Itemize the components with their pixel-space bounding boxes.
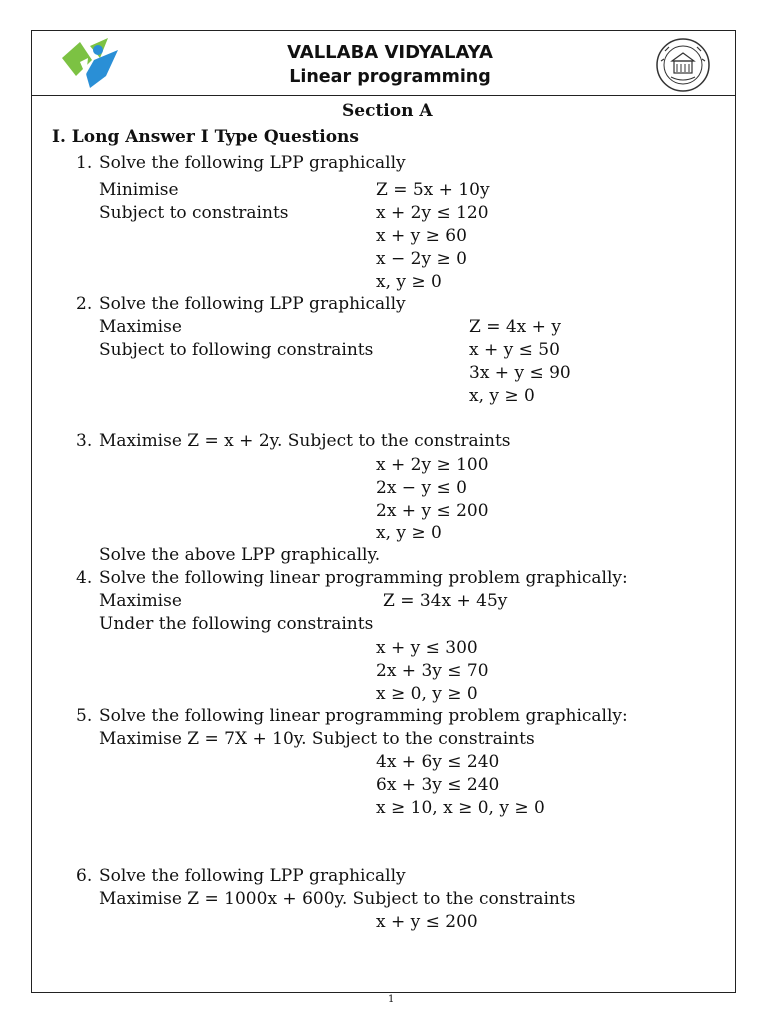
question-1-constraints-label: Subject to constraints bbox=[99, 203, 289, 223]
subject-title: Linear programming bbox=[289, 67, 491, 86]
section-title: Section A bbox=[342, 101, 433, 121]
question-2-objective-label: Maximise bbox=[99, 317, 182, 337]
question-2-number: 2. bbox=[76, 294, 93, 314]
question-6-text: Solve the following LPP graphically bbox=[99, 866, 406, 886]
question-5-text: Solve the following linear programming problem graphically: bbox=[99, 706, 628, 726]
question-3-footer: Solve the above LPP graphically. bbox=[99, 545, 381, 565]
question-4-objective: Z = 34x + 45y bbox=[383, 591, 508, 611]
board-emblem-icon bbox=[655, 37, 711, 93]
question-4-objective-label: Maximise bbox=[99, 591, 182, 611]
question-1-objective-label: Minimise bbox=[99, 180, 179, 200]
question-2-constraints-label: Subject to following constraints bbox=[99, 340, 374, 360]
school-logo-icon bbox=[60, 36, 122, 90]
question-3-text: Maximise Z = x + 2y. Subject to the constraints bbox=[99, 431, 511, 451]
question-5-number: 5. bbox=[76, 706, 93, 726]
question-4-number: 4. bbox=[76, 568, 93, 588]
question-2-constraint: 3x + y ≤ 90 bbox=[469, 363, 571, 383]
question-2-objective: Z = 4x + y bbox=[469, 317, 561, 337]
question-3-constraint: 2x + y ≤ 200 bbox=[376, 501, 489, 521]
question-2-constraint: x + y ≤ 50 bbox=[469, 340, 560, 360]
header-title-block bbox=[240, 34, 540, 86]
question-2-text: Solve the following LPP graphically bbox=[99, 294, 406, 314]
question-5-constraint: 6x + 3y ≤ 240 bbox=[376, 775, 500, 795]
question-6-line2: Maximise Z = 1000x + 600y. Subject to the constraints bbox=[99, 889, 576, 909]
question-4-constraint: 2x + 3y ≤ 70 bbox=[376, 661, 489, 681]
question-1-number: 1. bbox=[76, 153, 93, 173]
question-1-constraint: x + 2y ≤ 120 bbox=[376, 203, 489, 223]
question-4-constraint: x ≥ 0, y ≥ 0 bbox=[376, 684, 478, 704]
question-1-constraint: x, y ≥ 0 bbox=[376, 272, 442, 292]
page-number: 1 bbox=[388, 994, 395, 1005]
question-4-text: Solve the following linear programming problem graphically: bbox=[99, 568, 628, 588]
question-1-constraint: x − 2y ≥ 0 bbox=[376, 249, 467, 269]
question-1-objective: Z = 5x + 10y bbox=[376, 180, 490, 200]
question-3-constraint: x, y ≥ 0 bbox=[376, 523, 442, 543]
question-3-constraint: x + 2y ≥ 100 bbox=[376, 455, 489, 475]
question-3-number: 3. bbox=[76, 431, 93, 451]
question-6-constraint: x + y ≤ 200 bbox=[376, 912, 478, 932]
question-3-constraint: 2x − y ≤ 0 bbox=[376, 478, 467, 498]
question-1-text: Solve the following LPP graphically bbox=[99, 153, 406, 173]
question-5-line2: Maximise Z = 7X + 10y. Subject to the constraints bbox=[99, 729, 535, 749]
question-5-constraint: x ≥ 10, x ≥ 0, y ≥ 0 bbox=[376, 798, 545, 818]
header-divider bbox=[31, 95, 736, 96]
part-title: I. Long Answer I Type Questions bbox=[52, 127, 359, 147]
question-1-constraint: x + y ≥ 60 bbox=[376, 226, 467, 246]
question-6-number: 6. bbox=[76, 866, 93, 886]
school-name: VALLABA VIDYALAYA bbox=[287, 42, 493, 63]
question-2-constraint: x, y ≥ 0 bbox=[469, 386, 535, 406]
question-5-constraint: 4x + 6y ≤ 240 bbox=[376, 752, 500, 772]
question-4-constraints-label: Under the following constraints bbox=[99, 614, 374, 634]
question-4-constraint: x + y ≤ 300 bbox=[376, 638, 478, 658]
